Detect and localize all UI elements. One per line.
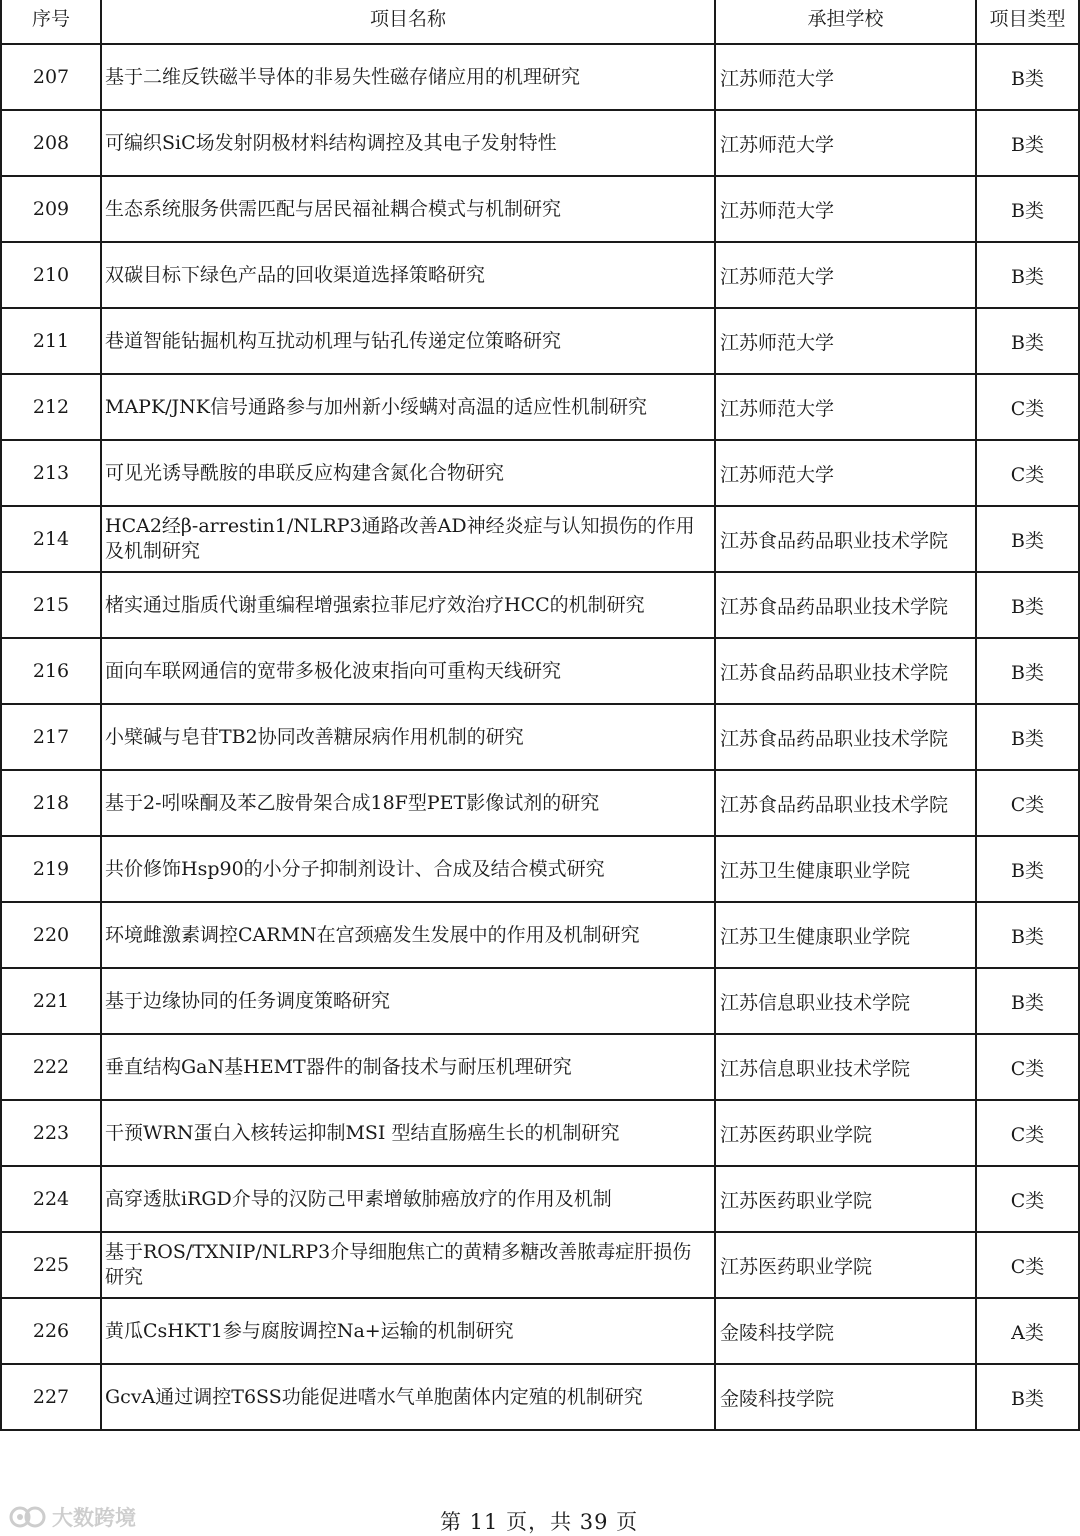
cell-project-type: C类 [976, 374, 1079, 440]
page-number: 第 11 页，共 39 页 [440, 1510, 639, 1534]
table-row [1, 176, 1079, 242]
cell-serial-number: 220 [1, 902, 101, 968]
cell-project-name: 基于二维反铁磁半导体的非易失性磁存储应用的机理研究 [101, 44, 715, 110]
cell-serial-number: 224 [1, 1166, 101, 1232]
cell-project-name: 楮实通过脂质代谢重编程增强索拉菲尼疗效治疗HCC的机制研究 [101, 572, 715, 638]
cell-school: 江苏师范大学 [715, 242, 976, 308]
cell-project-type: B类 [976, 968, 1079, 1034]
table-header-row [1, 0, 1079, 44]
table-row [1, 1100, 1079, 1166]
table-row [1, 110, 1079, 176]
cell-project-name: GcvA通过调控T6SS功能促进嗜水气单胞菌体内定殖的机制研究 [101, 1364, 715, 1430]
cell-serial-number: 215 [1, 572, 101, 638]
cell-project-name: 干预WRN蛋白入核转运抑制MSI 型结直肠癌生长的机制研究 [101, 1100, 715, 1166]
watermark [8, 1502, 136, 1532]
table-row [1, 1364, 1079, 1430]
table-row [1, 308, 1079, 374]
cell-project-name: 垂直结构GaN基HEMT器件的制备技术与耐压机理研究 [101, 1034, 715, 1100]
page-footer [0, 1500, 1080, 1536]
table-row [1, 836, 1079, 902]
table-row [1, 902, 1079, 968]
cell-project-type: A类 [976, 1298, 1079, 1364]
cell-project-type: B类 [976, 1364, 1079, 1430]
cell-school: 江苏师范大学 [715, 110, 976, 176]
cell-project-type: B类 [976, 572, 1079, 638]
cell-project-type: B类 [976, 110, 1079, 176]
cell-project-name: 黄瓜CsHKT1参与腐胺调控Na+运输的机制研究 [101, 1298, 715, 1364]
cell-school: 江苏食品药品职业技术学院 [715, 572, 976, 638]
cell-serial-number: 216 [1, 638, 101, 704]
cell-project-name: 面向车联网通信的宽带多极化波束指向可重构天线研究 [101, 638, 715, 704]
cell-project-type: C类 [976, 1034, 1079, 1100]
watermark-text: 大数跨境 [52, 1506, 136, 1530]
cell-project-name: 共价修饰Hsp90的小分子抑制剂设计、合成及结合模式研究 [101, 836, 715, 902]
cell-project-type: B类 [976, 704, 1079, 770]
cell-serial-number: 222 [1, 1034, 101, 1100]
cell-serial-number: 227 [1, 1364, 101, 1430]
table-row [1, 242, 1079, 308]
cell-school: 江苏卫生健康职业学院 [715, 836, 976, 902]
cell-project-type: C类 [976, 770, 1079, 836]
cell-project-type: B类 [976, 902, 1079, 968]
cell-school: 江苏师范大学 [715, 374, 976, 440]
cell-school: 江苏医药职业学院 [715, 1166, 976, 1232]
cell-serial-number: 223 [1, 1100, 101, 1166]
cell-project-type: C类 [976, 440, 1079, 506]
cell-project-type: B类 [976, 506, 1079, 572]
cell-school: 江苏信息职业技术学院 [715, 968, 976, 1034]
cell-serial-number: 219 [1, 836, 101, 902]
table-row [1, 1298, 1079, 1364]
header-serial-number: 序号 [1, 0, 101, 44]
cell-project-type: B类 [976, 176, 1079, 242]
cell-school: 江苏信息职业技术学院 [715, 1034, 976, 1100]
table-row [1, 506, 1079, 572]
cell-project-name: 高穿透肽iRGD介导的汉防己甲素增敏肺癌放疗的作用及机制 [101, 1166, 715, 1232]
header-project-name: 项目名称 [101, 0, 715, 44]
table-row [1, 374, 1079, 440]
cell-project-name: 双碳目标下绿色产品的回收渠道选择策略研究 [101, 242, 715, 308]
table-row [1, 770, 1079, 836]
cell-serial-number: 212 [1, 374, 101, 440]
table-row [1, 1034, 1079, 1100]
cell-school: 江苏医药职业学院 [715, 1232, 976, 1298]
cell-school: 江苏医药职业学院 [715, 1100, 976, 1166]
cell-serial-number: 226 [1, 1298, 101, 1364]
cell-project-name: 可见光诱导酰胺的串联反应构建含氮化合物研究 [101, 440, 715, 506]
cell-project-type: B类 [976, 242, 1079, 308]
cell-project-name: 基于ROS/TXNIP/NLRP3介导细胞焦亡的黄精多糖改善脓毒症肝损伤研究 [101, 1232, 715, 1298]
table-row [1, 968, 1079, 1034]
table-row [1, 44, 1079, 110]
cell-project-type: C类 [976, 1100, 1079, 1166]
cell-school: 江苏食品药品职业技术学院 [715, 704, 976, 770]
cell-project-name: 生态系统服务供需匹配与居民福祉耦合模式与机制研究 [101, 176, 715, 242]
cell-serial-number: 210 [1, 242, 101, 308]
cell-school: 江苏师范大学 [715, 440, 976, 506]
cell-serial-number: 225 [1, 1232, 101, 1298]
cell-serial-number: 207 [1, 44, 101, 110]
header-school: 承担学校 [715, 0, 976, 44]
cell-serial-number: 213 [1, 440, 101, 506]
cell-project-type: B类 [976, 44, 1079, 110]
dashu-logo-icon [8, 1504, 48, 1530]
cell-school: 江苏师范大学 [715, 176, 976, 242]
table-row [1, 638, 1079, 704]
cell-serial-number: 217 [1, 704, 101, 770]
cell-project-name: 可编织SiC场发射阴极材料结构调控及其电子发射特性 [101, 110, 715, 176]
cell-school: 江苏师范大学 [715, 44, 976, 110]
cell-project-type: C类 [976, 1166, 1079, 1232]
cell-serial-number: 209 [1, 176, 101, 242]
table-row [1, 704, 1079, 770]
cell-project-name: HCA2经β-arrestin1/NLRP3通路改善AD神经炎症与认知损伤的作用及机制研究 [101, 506, 715, 572]
cell-serial-number: 218 [1, 770, 101, 836]
cell-project-type: B类 [976, 836, 1079, 902]
cell-school: 江苏食品药品职业技术学院 [715, 770, 976, 836]
cell-project-name: 环境雌激素调控CARMN在宫颈癌发生发展中的作用及机制研究 [101, 902, 715, 968]
cell-serial-number: 214 [1, 506, 101, 572]
cell-serial-number: 221 [1, 968, 101, 1034]
cell-school: 金陵科技学院 [715, 1364, 976, 1430]
table-row [1, 1232, 1079, 1298]
cell-school: 江苏卫生健康职业学院 [715, 902, 976, 968]
cell-school: 江苏师范大学 [715, 308, 976, 374]
cell-school: 江苏食品药品职业技术学院 [715, 638, 976, 704]
table-row [1, 572, 1079, 638]
cell-project-type: B类 [976, 638, 1079, 704]
cell-project-name: MAPK/JNK信号通路参与加州新小绥螨对高温的适应性机制研究 [101, 374, 715, 440]
cell-school: 金陵科技学院 [715, 1298, 976, 1364]
cell-project-type: C类 [976, 1232, 1079, 1298]
table-row [1, 1166, 1079, 1232]
cell-serial-number: 208 [1, 110, 101, 176]
cell-project-name: 巷道智能钻掘机构互扰动机理与钻孔传递定位策略研究 [101, 308, 715, 374]
cell-project-type: B类 [976, 308, 1079, 374]
cell-project-name: 小檗碱与皂苷TB2协同改善糖尿病作用机制的研究 [101, 704, 715, 770]
cell-project-name: 基于边缘协同的任务调度策略研究 [101, 968, 715, 1034]
cell-project-name: 基于2-吲哚酮及苯乙胺骨架合成18F型PET影像试剂的研究 [101, 770, 715, 836]
table-row [1, 440, 1079, 506]
cell-serial-number: 211 [1, 308, 101, 374]
header-project-type: 项目类型 [976, 0, 1079, 44]
cell-school: 江苏食品药品职业技术学院 [715, 506, 976, 572]
